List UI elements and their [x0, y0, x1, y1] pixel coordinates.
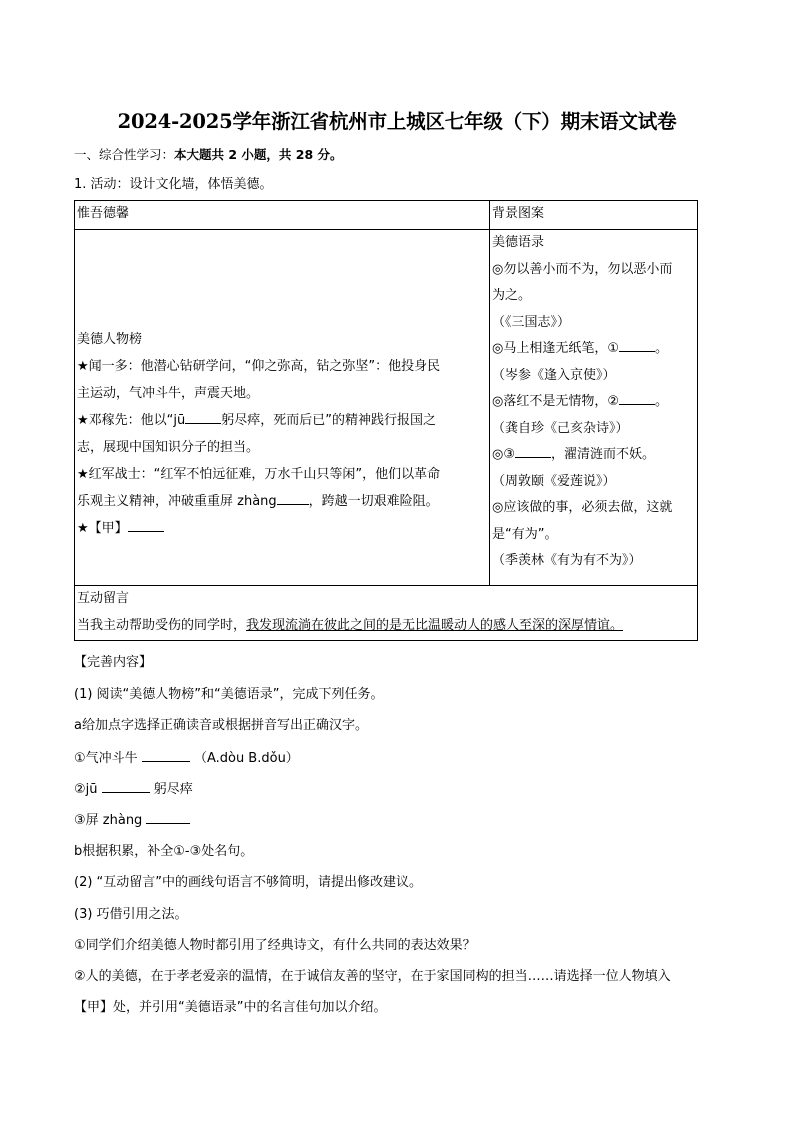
quote-1b: 为之。 — [492, 288, 532, 303]
fill-blank[interactable] — [102, 780, 150, 793]
question-1: (1) 阅读“美德人物榜”和“美德语录”，完成下列任务。 — [74, 687, 384, 702]
header-virtue: 惟吾德馨 — [75, 201, 490, 230]
quotes-heading: 美德语录 — [492, 235, 545, 250]
fill-blank[interactable] — [128, 519, 164, 532]
underlined-sentence: 我发现流淌在彼此之间的是无比温暖动人的感人至深的深厚情谊。 — [246, 617, 624, 633]
quote-1a: ◎勿以善小而不为，勿以恶小而 — [492, 261, 673, 277]
fill-blank[interactable] — [142, 749, 190, 762]
question-a3 — [74, 811, 190, 830]
question-b: b根据积累，补全①-③处名句。 — [74, 844, 254, 859]
text: 当我主动帮助受伤的同学时， — [77, 617, 247, 633]
person-jia — [77, 515, 487, 542]
person-wen-yiduo-2: 主运动，气冲斗牛，声震天地。 — [77, 386, 260, 401]
section-info: 本大题共 2 小题，共 28 分。 — [174, 147, 343, 162]
text: ★【甲】 — [77, 521, 128, 536]
fill-blank[interactable] — [277, 492, 309, 505]
text: ★邓稼先：他以“jū — [77, 413, 186, 428]
text: ◎马上相逢无纸笔，① — [492, 341, 619, 356]
text: 躬尽瘁 — [153, 782, 193, 797]
question-a1 — [74, 749, 299, 768]
text: 。 — [655, 341, 669, 356]
text: ◎③ — [492, 447, 515, 462]
question-3-2: ②人的美德，在于孝老爱亲的温情，在于诚信友善的坚守，在于家国同构的担当……请选择一位人物填入 — [74, 969, 671, 984]
quote-5b: 是“有为”。 — [492, 526, 558, 542]
exam-title: 2024-2025学年浙江省杭州市上城区七年级（下）期末语文试卷 — [117, 110, 677, 133]
question-a2 — [74, 780, 193, 799]
quote-5a: ◎应该做的事，必须去做，这就 — [492, 500, 673, 515]
section-bracket: 【完善内容】 — [74, 655, 153, 670]
text: 躬尽瘁，死而后已”的精神践行报国之 — [221, 413, 436, 428]
text: ，跨越一切艰难险阻。 — [308, 494, 439, 509]
question-3-3: 【甲】处，并引用“美德语录”中的名言佳句加以介绍。 — [74, 1000, 387, 1015]
text: ①气冲斗牛 — [74, 751, 138, 766]
quote-5-source: （季羡林《有为有不为》） — [492, 553, 642, 568]
person-red-army-2 — [77, 488, 487, 515]
text: ②jū — [74, 782, 98, 797]
question-1-intro: 1. 活动：设计文化墙，体悟美德。 — [74, 177, 273, 192]
section-heading — [74, 146, 343, 164]
text: ③屏 zhàng — [74, 813, 143, 828]
fill-blank[interactable] — [146, 811, 190, 824]
text: ，濯清涟而不妖。 — [551, 447, 656, 462]
header-background: 背景图案 — [490, 201, 698, 230]
fill-blank[interactable] — [515, 445, 551, 458]
quote-4 — [492, 442, 695, 469]
fill-blank[interactable] — [619, 339, 655, 352]
fill-blank[interactable] — [619, 392, 655, 405]
culture-wall-table — [74, 200, 698, 641]
section-prefix: 一、综合性学习： — [74, 147, 175, 162]
person-wen-yiduo-1: ★闻一多：他潜心钻研学问，“仰之弥高，钻之弥坚”：他投身民 — [77, 359, 441, 374]
interaction-cell — [75, 586, 698, 641]
fill-blank[interactable] — [185, 411, 221, 424]
question-3: (3) 巧借引用之法。 — [74, 907, 188, 922]
quote-1-source: （《三国志》） — [492, 314, 571, 330]
quote-2-source: （岑参《逢入京使》） — [492, 367, 616, 383]
text: ◎落红不是无情物，② — [492, 394, 619, 409]
question-a: a给加点字选择正确读音或根据拼音写出正确汉字。 — [74, 718, 368, 733]
people-heading: 美德人物榜 — [77, 332, 143, 347]
question-2: (2) “互动留言”中的画线句语言不够简明，请提出修改建议。 — [74, 875, 423, 890]
virtue-quotes-cell — [490, 230, 698, 586]
interaction-message — [77, 613, 695, 640]
virtue-people-cell — [75, 230, 490, 586]
text: （A.dòu B.dǒu） — [193, 751, 299, 766]
quote-2 — [492, 336, 695, 363]
quote-3-source: （龚自珍《己亥杂诗》） — [492, 420, 629, 436]
quote-4-source: （周敦颐《爱莲说》） — [492, 473, 616, 489]
person-red-army-1: ★红军战士：“红军不怕远征难，万水千山只等闲”，他们以革命 — [77, 467, 441, 482]
text: 乐观主义精神，冲破重重屏 zhàng — [77, 494, 277, 509]
question-3-1: ①同学们介绍美德人物时都引用了经典诗文，有什么共同的表达效果？ — [74, 938, 476, 953]
person-deng-jiaxian-1 — [77, 407, 487, 434]
interaction-heading: 互动留言 — [77, 591, 130, 606]
person-deng-jiaxian-2: 志，展现中国知识分子的担当。 — [77, 440, 260, 455]
quote-3 — [492, 389, 695, 416]
text: 。 — [655, 394, 669, 409]
